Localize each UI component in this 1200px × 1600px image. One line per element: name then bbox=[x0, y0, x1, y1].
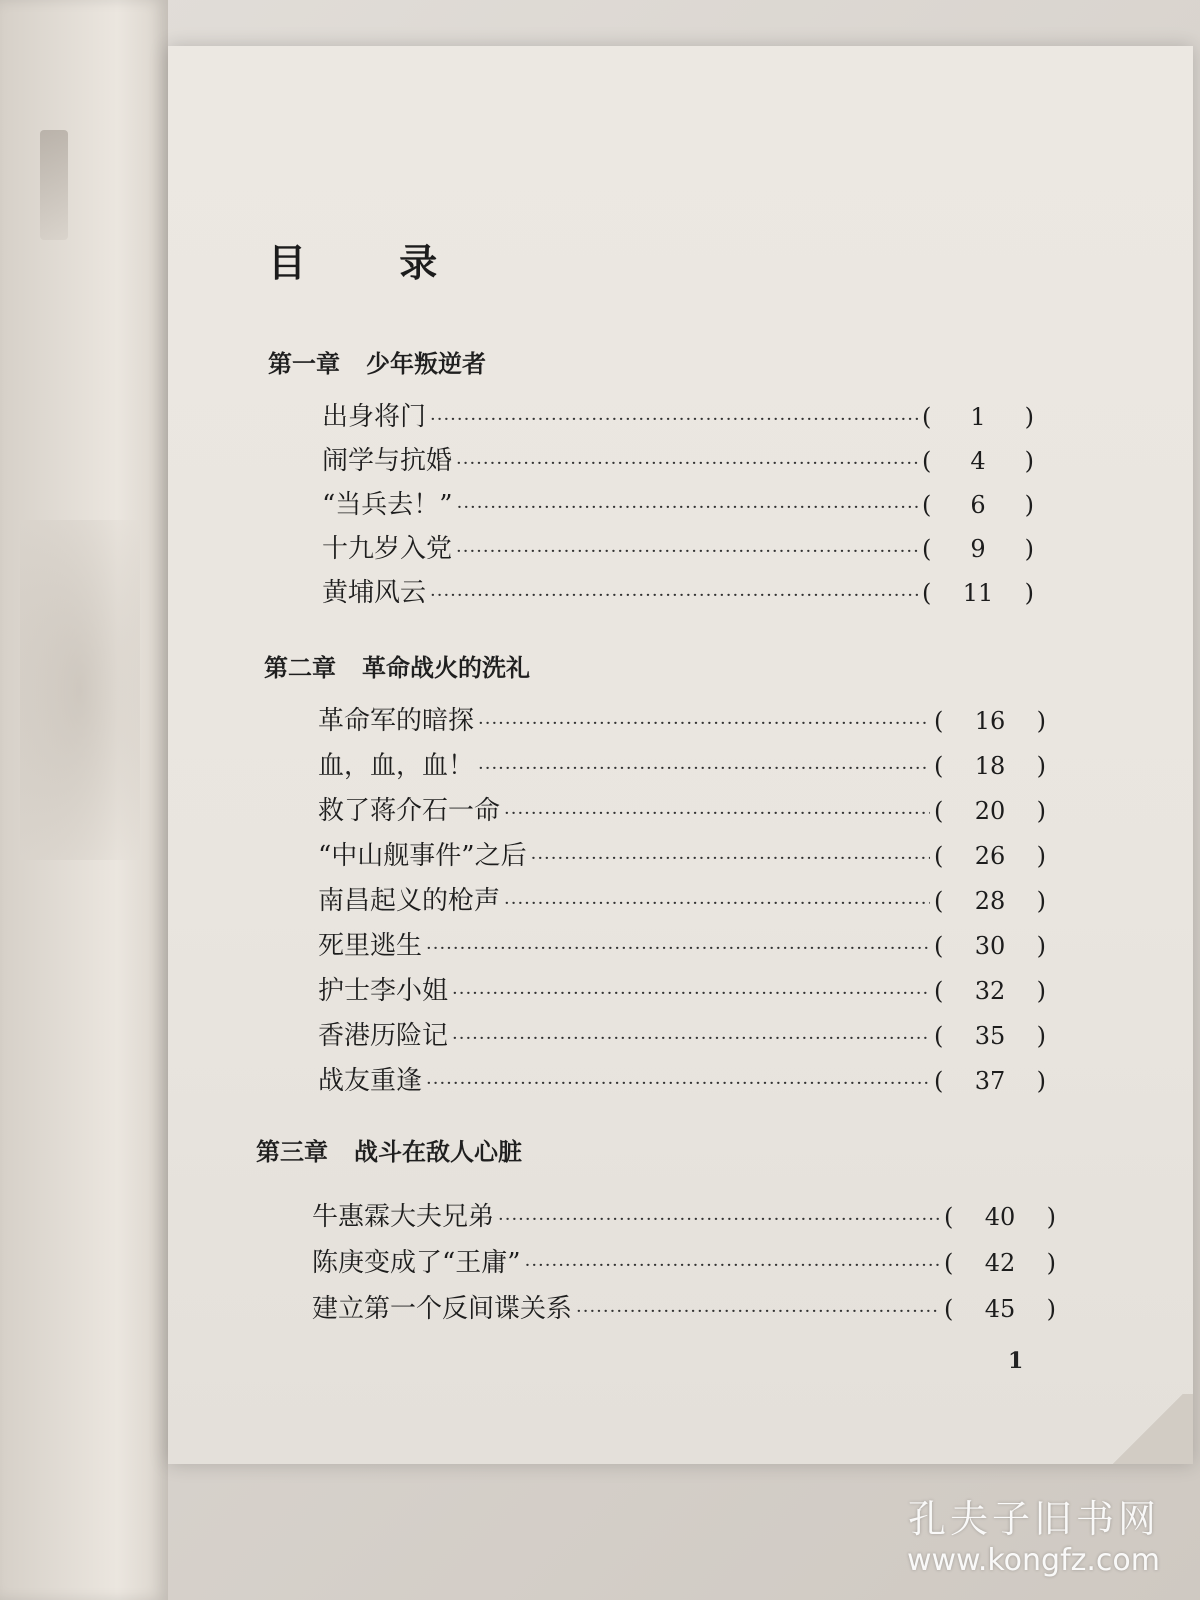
entry-title: 救了蒋介石一命 bbox=[318, 796, 501, 826]
leader-dots bbox=[504, 803, 930, 824]
entry-page: ( 26 ) bbox=[934, 842, 1046, 870]
chapter-heading bbox=[268, 344, 486, 379]
leader-dots bbox=[498, 1209, 940, 1230]
toc-entry bbox=[318, 925, 1046, 962]
toc-entry bbox=[318, 745, 1046, 782]
toc-entry bbox=[318, 1015, 1046, 1052]
previous-page-mark bbox=[40, 130, 68, 240]
entry-title: 南昌起义的枪声 bbox=[318, 886, 501, 916]
toc-entry bbox=[318, 880, 1046, 917]
toc-entry bbox=[322, 396, 1034, 433]
entry-page: ( 32 ) bbox=[934, 977, 1046, 1005]
entry-page: ( 42 ) bbox=[944, 1249, 1056, 1277]
leader-dots bbox=[478, 758, 930, 779]
leader-dots bbox=[430, 585, 918, 606]
watermark-site-name: 孔夫子旧书网 bbox=[907, 1497, 1160, 1541]
toc-entry bbox=[318, 700, 1046, 737]
chapter-heading bbox=[264, 648, 530, 683]
entry-title: 陈庚变成了“王庸” bbox=[312, 1248, 521, 1278]
entry-page: ( 37 ) bbox=[934, 1067, 1046, 1095]
entry-page: ( 4 ) bbox=[922, 447, 1034, 475]
toc-entry bbox=[312, 1196, 1056, 1233]
chapter-name: 少年叛逆者 bbox=[366, 350, 486, 378]
entry-title: 死里逃生 bbox=[318, 931, 423, 961]
previous-page-edge bbox=[0, 0, 168, 1600]
toc-entry bbox=[318, 790, 1046, 827]
toc-entry bbox=[318, 835, 1046, 872]
toc-entry bbox=[322, 440, 1034, 477]
leader-dots bbox=[452, 1028, 930, 1049]
toc-entry bbox=[318, 970, 1046, 1007]
toc-entry bbox=[322, 484, 1034, 521]
entry-title: 牛惠霖大夫兄弟 bbox=[312, 1202, 495, 1232]
leader-dots bbox=[456, 453, 918, 474]
entry-page: ( 16 ) bbox=[934, 707, 1046, 735]
watermark-url: www.kongfz.com bbox=[906, 1543, 1160, 1578]
entry-page: ( 18 ) bbox=[934, 752, 1046, 780]
chapter-number: 第一章 bbox=[268, 350, 340, 378]
toc-entry bbox=[312, 1242, 1056, 1279]
leader-dots bbox=[525, 1255, 940, 1276]
entry-page: ( 40 ) bbox=[944, 1203, 1056, 1231]
entry-title: “中山舰事件”之后 bbox=[318, 841, 527, 871]
chapter-number: 第三章 bbox=[256, 1138, 328, 1166]
entry-title: 黄埔风云 bbox=[322, 578, 427, 608]
entry-page: ( 20 ) bbox=[934, 797, 1046, 825]
entry-title: 革命军的暗探 bbox=[318, 706, 475, 736]
entry-page: ( 11 ) bbox=[922, 579, 1034, 607]
entry-title: 出身将门 bbox=[322, 402, 427, 432]
previous-page-smudge bbox=[20, 520, 140, 860]
entry-page: ( 9 ) bbox=[922, 535, 1034, 563]
leader-dots bbox=[576, 1301, 940, 1322]
toc-entry bbox=[312, 1288, 1056, 1325]
entry-page: ( 1 ) bbox=[922, 403, 1034, 431]
entry-title: 闹学与抗婚 bbox=[322, 446, 453, 476]
entry-page: ( 6 ) bbox=[922, 491, 1034, 519]
page-corner-fold bbox=[1103, 1394, 1193, 1464]
entry-title: “当兵去！” bbox=[322, 490, 453, 520]
toc-entry bbox=[318, 1060, 1046, 1097]
entry-title: 血，血，血！ bbox=[318, 751, 475, 781]
toc-entry bbox=[322, 528, 1034, 565]
chapter-name: 战斗在敌人心脏 bbox=[354, 1138, 522, 1166]
leader-dots bbox=[531, 848, 930, 869]
leader-dots bbox=[426, 1073, 930, 1094]
site-watermark bbox=[907, 1488, 1160, 1578]
toc-title: 目 录 bbox=[268, 241, 478, 285]
leader-dots bbox=[426, 938, 930, 959]
entry-page: ( 30 ) bbox=[934, 932, 1046, 960]
entry-title: 护士李小姐 bbox=[318, 976, 449, 1006]
entry-page: ( 28 ) bbox=[934, 887, 1046, 915]
chapter-name: 革命战火的洗礼 bbox=[362, 654, 530, 682]
entry-title: 建立第一个反间谍关系 bbox=[312, 1294, 573, 1324]
page-number: 1 bbox=[1008, 1348, 1024, 1374]
leader-dots bbox=[452, 983, 930, 1004]
leader-dots bbox=[457, 497, 918, 518]
entry-page: ( 35 ) bbox=[934, 1022, 1046, 1050]
chapter-number: 第二章 bbox=[264, 654, 336, 682]
entry-page: ( 45 ) bbox=[944, 1295, 1056, 1323]
entry-title: 战友重逢 bbox=[318, 1066, 423, 1096]
leader-dots bbox=[504, 893, 930, 914]
leader-dots bbox=[430, 409, 918, 430]
leader-dots bbox=[478, 713, 930, 734]
toc-entry bbox=[322, 572, 1034, 609]
leader-dots bbox=[456, 541, 918, 562]
entry-title: 十九岁入党 bbox=[322, 534, 453, 564]
chapter-heading bbox=[256, 1132, 522, 1167]
entry-title: 香港历险记 bbox=[318, 1021, 449, 1051]
